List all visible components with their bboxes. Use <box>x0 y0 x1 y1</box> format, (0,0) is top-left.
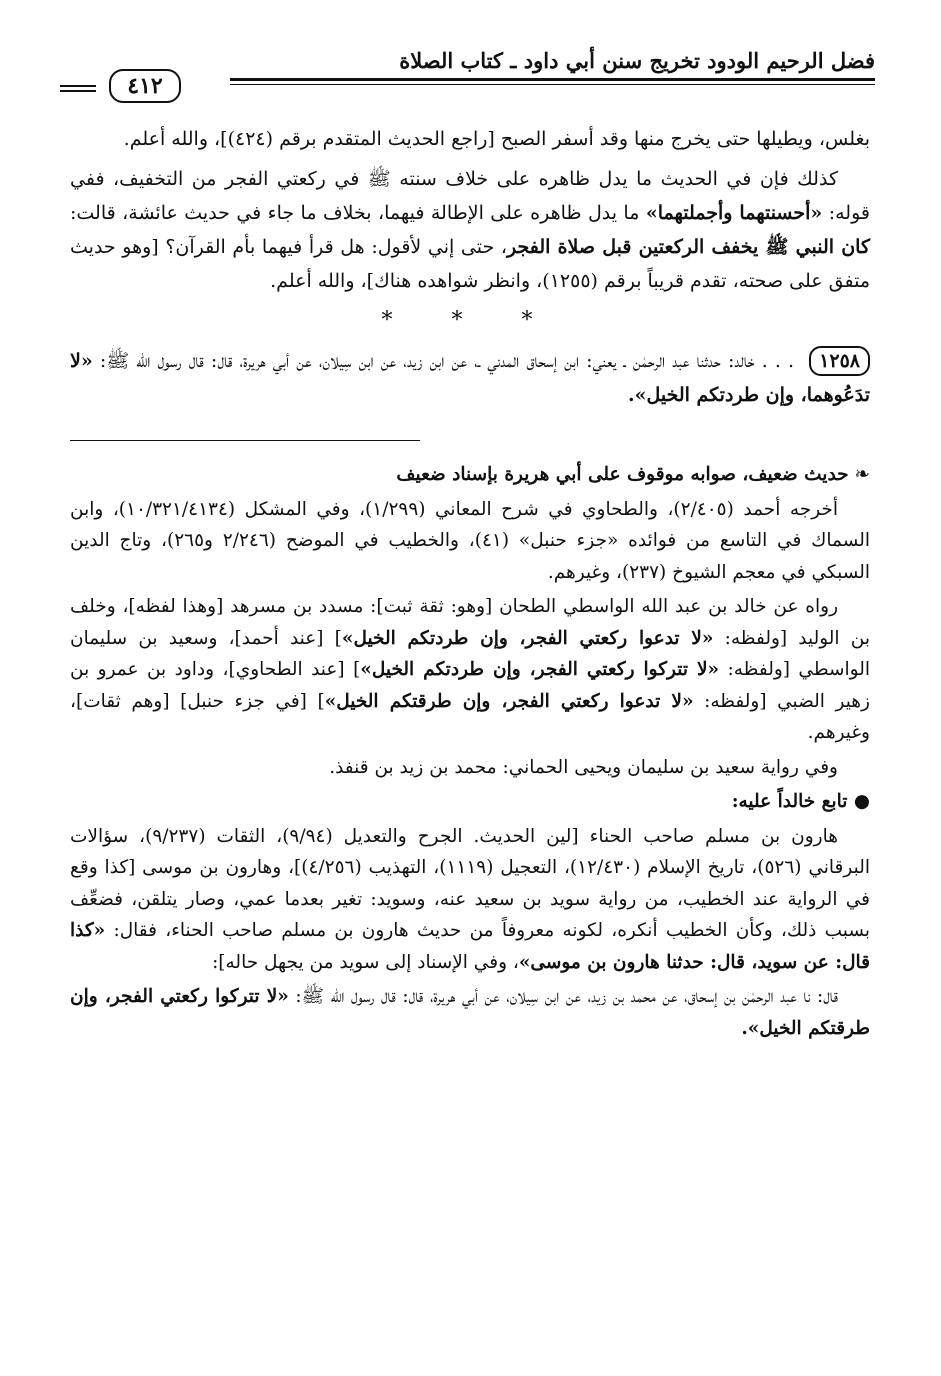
paragraph <box>70 981 870 1044</box>
quoted-text: «لا تدعوا ركعتي الفجر، وإن طرقتكم الخيل» <box>324 690 694 712</box>
quoted-text: «لا تتركوا ركعتي الفجر، وإن طرقتكم الخيل». <box>70 986 870 1039</box>
hadith-text <box>70 344 870 412</box>
quoted-text: كان النبي ﷺ يخفف الركعتين قبل صلاة الفجر <box>506 236 870 258</box>
subheading <box>70 786 870 818</box>
paragraph-text: ] [في جزء حنبل] [وهم ثقات]، وغيرهم. <box>70 690 870 743</box>
paragraph-text: بغلس، ويطيلها حتى يخرج منها وقد أسفر الصبح [راجع الحديث المتقدم برقم (٤٢٤)]، والله أعلم. <box>123 128 870 150</box>
grade-icon: ❧ <box>848 464 870 485</box>
paragraph-text: وفي رواية سعيد بن سليمان ويحيى الحماني: محمد بن زيد بن قنفذ. <box>329 756 838 778</box>
page-number: ٤١٢ <box>109 69 180 103</box>
takhrij-notes <box>70 459 870 1044</box>
paragraph-text: أخرجه أحمد (٢/٤٠٥)، والطحاوي في شرح المعاني (١/٢٩٩)، وفي المشكل (١٠/٣٢١/٤١٣٤)، وابن السماك في التاسع من فوائده «جزء حنبل» (٤١)، والخطيب في الموضح (٢/٢٤٦ و٢٦٥)، وتاج الدين السبكي في معجم الشيوخ (٢٣٧)، وغيرهم. <box>70 498 870 583</box>
paragraph-text: رواه عن خالد بن عبد الله الواسطي الطحان [وهو: ثقة ثبت]: مسدد بن مسرهد [وهذا لفظه]، وخلف بن الوليد [ولفظه: <box>70 596 870 649</box>
quoted-text: «لا تتركوا ركعتي الفجر، وإن طردتكم الخيل» <box>360 659 720 680</box>
paragraph-text: ] [عند الطحاوي]، وداود بن عمرو بن زهير الضبي [ولفظه: <box>70 659 870 712</box>
paragraph-text: . . . خالد: حدثنا عبد الرحمٰن ـ يعني: ابن إسحاق المدني ـ، عن ابن زيد، عن ابن سِيلان، عن أبي هريرة، قال: قال رسول الله ﷺ: <box>92 350 802 372</box>
header-ornament-line <box>60 85 96 87</box>
paragraph <box>70 122 870 156</box>
paragraph-text: قال: نا عبد الرحمٰن بن إسحاق، عن محمد بن زيد، عن ابن سِيلان، عن أبي هريرة، قال: قال رسول الله ﷺ: <box>288 986 838 1007</box>
paragraph-text: هارون بن مسلم صاحب الحناء [لين الحديث. الجرح والتعديل (٩/٩٤)، الثقات (٩/٢٣٧)، سؤالات البرقاني (٥٢٦)، تاريخ الإسلام (١٢/٤٣٠)، التعجيل (١١١٩)، التهذيب (٤/٢٥٦)]، وهارون بن موسى [كذا وقع في الرواية عند الخطيب، من رواية سويد بن سعيد عنه، وسويد: تغير بعدما عمي، وصار يتلقن، فضعِّف بسبب ذلك، وكأن الخطيب أنكره، لكونه معروفاً من حديث هارون بن مسلم صاحب الحناء، فقال: <box>70 825 870 941</box>
footnote-divider <box>70 440 420 441</box>
header-ornament-line <box>60 90 96 92</box>
quoted-text: «لا تدعوا ركعتي الفجر، وإن طردتكم الخيل» <box>341 627 714 649</box>
paragraph <box>70 752 870 784</box>
paragraph-text: ] [عند أحمد]، وسعيد بن سليمان الواسطي [ولفظه: <box>70 627 870 680</box>
page-header <box>60 40 875 110</box>
section-separator-stars: * * * <box>381 308 559 333</box>
paragraph <box>70 494 870 589</box>
paragraph-text: كذلك فإن في الحديث ما يدل ظاهره على خلاف سنته ﷺ في ركعتي الفجر من التخفيف، ففي قوله: <box>70 168 870 224</box>
paragraph-text: ، حتى إني لأقول: هل قرأ فيهما بأم القرآن؟ [وهو حديث متفق على صحته، تقدم قريباً برقم (١٢٥٥)، وانظر شواهده هناك]، والله أعلم. <box>70 236 870 292</box>
quoted-text: «أحسنتهما وأجملتهما» <box>645 202 823 224</box>
page-content <box>70 122 870 1047</box>
paragraph <box>70 591 870 749</box>
paragraph <box>70 162 870 298</box>
hadith-number: ١٢٥٨ <box>809 346 870 376</box>
quoted-text: «كذا قال: عن سويد، قال: حدثنا هارون بن موسى» <box>70 920 870 973</box>
footnote-divider-wrap <box>70 418 870 459</box>
paragraph-text: ، وفي الإسناد إلى سويد من يجهل حاله]: <box>212 951 519 973</box>
hadith-matn: «لا تدَعُوهما، وإن طردتكم الخيل». <box>70 350 870 406</box>
hadith-grade: حديث ضعيف، صوابه موقوف على أبي هريرة بإسناد ضعيف <box>396 464 849 485</box>
subheading-text: تابع خالداً عليه: <box>731 791 848 812</box>
paragraph-text: ما يدل ظاهره على الإطالة فيهما، بخلاف ما جاء في حديث عائشة، قالت: <box>70 202 646 224</box>
grade-line <box>70 459 870 491</box>
paragraph <box>70 821 870 979</box>
running-title: فضل الرحيم الودود تخريج سنن أبي داود ـ كتاب الصلاة <box>399 48 875 73</box>
bullet-icon: ● <box>847 791 870 812</box>
